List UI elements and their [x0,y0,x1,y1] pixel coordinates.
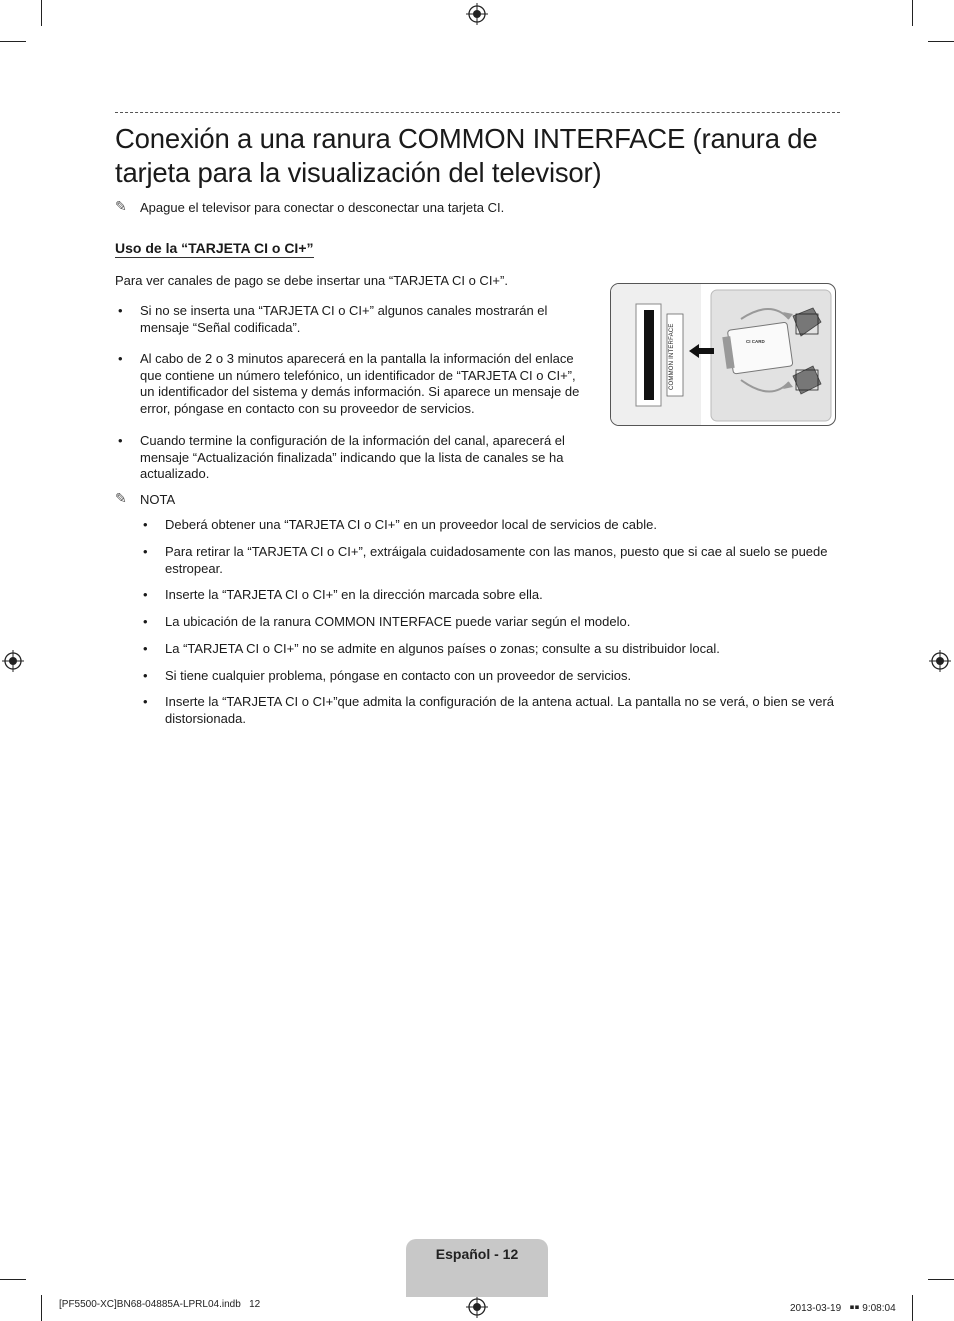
crop-mark-bottom-left-h [0,1279,26,1280]
nota-item-7: Inserte la “TARJETA CI o CI+”que admita la configuración de la antena actual. La pantalla no se verá, o bien se verá distorsionada. [165,694,835,726]
crop-mark-top-left-v [41,0,42,26]
nota-item-3: Inserte la “TARJETA CI o CI+” en la dirección marcada sobre ella. [165,587,543,602]
registration-mark-top-icon [466,3,488,25]
section-bullet-2: Al cabo de 2 o 3 minutos aparecerá en la pantalla la información del enlace que contiene un número telefónico, un identificador de “TARJETA CI o CI+”, un identificador del sistema y demás información. Si aparece un mensaje de error, póngase en contacto con su proveedor de servicios. [140,351,580,417]
nota-item-4: La ubicación de la ranura COMMON INTERFACE puede variar según el modelo. [165,614,631,629]
crop-mark-bottom-right-h [928,1279,954,1280]
bullet-dot: • [143,517,148,532]
nota-label: NOTA [140,492,176,507]
section-bullet-1: Si no se inserta una “TARJETA CI o CI+” algunos canales mostrarán el mensaje “Señal codificada”. [140,303,548,335]
nota-item-2: Para retirar la “TARJETA CI o CI+”, extráigala cuidadosamente con las manos, puesto que si cae al suelo se puede estropear. [165,544,828,576]
bullet-dot: • [143,668,148,683]
page-title: Conexión a una ranura COMMON INTERFACE (ranura de tarjeta para la visualización del televisor) [115,123,818,188]
crop-mark-bottom-left-v [41,1295,42,1321]
crop-mark-bottom-right-v [912,1295,913,1321]
intro-note: Apague el televisor para conectar o desconectar una tarjeta CI. [140,200,505,215]
registration-mark-bottom-icon [466,1296,488,1318]
bullet-dot: • [118,433,123,448]
section-bullet-3: Cuando termine la configuración de la información del canal, aparecerá el mensaje “Actualización finalizada” indicando que la lista de canales se ha actualizado. [140,433,565,482]
bullet-dot: • [143,614,148,629]
bullet-dot: • [118,351,123,366]
bullet-dot: • [143,694,148,709]
registration-mark-right-icon [929,650,951,672]
crop-mark-top-right-v [912,0,913,26]
nota-item-1: Deberá obtener una “TARJETA CI o CI+” en un proveedor local de servicios de cable. [165,517,657,532]
crop-mark-top-right-h [928,41,954,42]
print-slug-left: [PF5500-XC]BN68-04885A-LPRL04.indb 12 [59,1299,261,1310]
bullet-dot: • [143,587,148,602]
section-intro: Para ver canales de pago se debe insertar una “TARJETA CI o CI+”. [115,273,508,288]
common-interface-label: COMMON INTERFACE [669,323,675,390]
bullet-dot: • [118,303,123,318]
registration-mark-left-icon [2,650,24,672]
section-heading: Uso de la “TARJETA CI o CI+” [115,240,314,256]
ci-slot-illustration [611,284,836,426]
crop-mark-top-left-h [0,41,26,42]
bullet-dot: • [143,544,148,559]
ci-card-label: CI CARD [746,339,765,344]
print-slug-right: 2013-03-19 ￭￭ 9:08:04 [790,1303,896,1314]
note-pencil-icon: ✎ [115,198,127,214]
page-number: Español - 12 [435,1246,519,1262]
bullet-dot: • [143,641,148,656]
nota-pencil-icon: ✎ [115,490,127,506]
ci-card-figure [610,283,836,426]
section-divider [115,112,840,113]
nota-item-5: La “TARJETA CI o CI+” no se admite en algunos países o zonas; consulte a su distribuidor local. [165,641,720,656]
nota-item-6: Si tiene cualquier problema, póngase en contacto con un proveedor de servicios. [165,668,632,683]
